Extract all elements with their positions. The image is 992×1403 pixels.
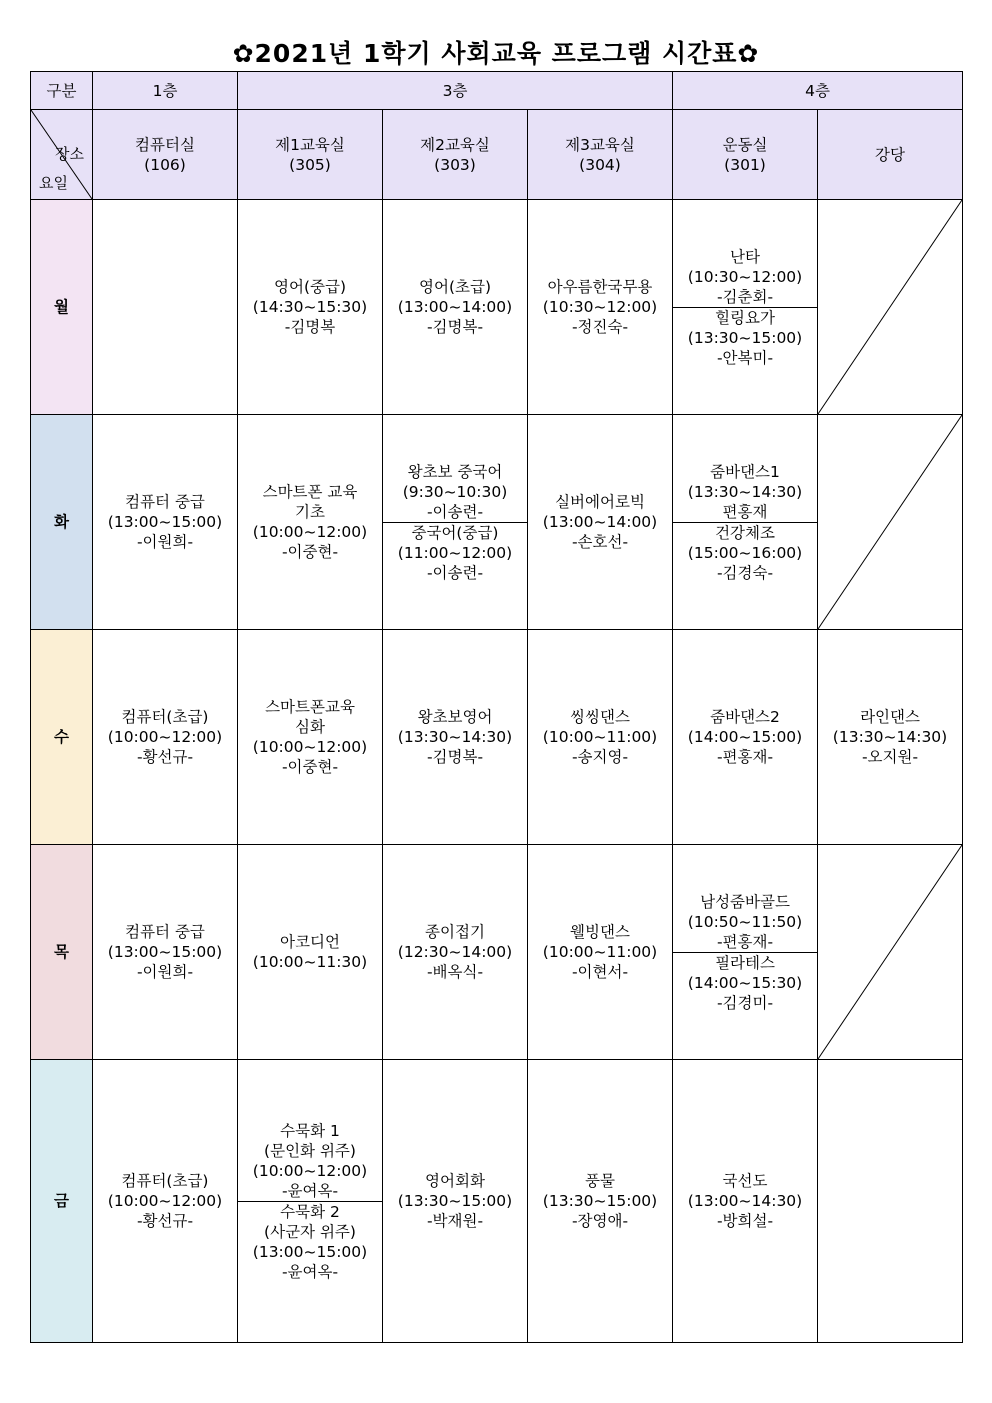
day-label-tue: 화 — [31, 415, 93, 630]
timetable — [30, 71, 963, 1343]
cell-line: -황선규- — [136, 748, 194, 766]
class-cell — [528, 630, 673, 845]
cell-line: (15:00~16:00) — [687, 543, 803, 562]
cell-line: -편홍재- — [716, 748, 774, 766]
cell-line: (13:30~14:30) — [832, 728, 948, 746]
cell-line: -이중현- — [281, 543, 339, 561]
class-cell — [238, 630, 383, 845]
class-cell — [528, 1060, 673, 1343]
cell-line: 기초 — [295, 503, 325, 521]
class-cell — [528, 200, 673, 415]
corner-day-label: 요일 — [39, 174, 68, 192]
cell-line: (13:30~15:00) — [687, 328, 803, 347]
cell-line: (14:00~15:30) — [687, 973, 803, 992]
cell-line: 힐링요가 — [715, 308, 775, 327]
day-label-thu: 목 — [31, 845, 93, 1060]
class-cell — [383, 845, 528, 1060]
room-header — [818, 110, 963, 200]
class-cell — [238, 1121, 382, 1202]
cell-line: (사군자 위주) — [264, 1222, 356, 1241]
class-cell — [673, 307, 817, 368]
day-row-mon — [31, 200, 963, 415]
cell-line: (301) — [724, 155, 766, 174]
room-header-row — [31, 110, 963, 200]
day-label-fri: 금 — [31, 1060, 93, 1343]
cell-line: (10:00~12:00) — [107, 1192, 223, 1210]
cell-line: (13:00~14:00) — [542, 513, 658, 531]
cell-line: -김명복- — [426, 318, 484, 336]
cell-line: (12:30~14:00) — [397, 943, 513, 961]
cell-line: 컴퓨터실 — [135, 135, 195, 154]
cell-line: (10:00~11:00) — [542, 728, 658, 746]
cell-line: -배옥식- — [426, 963, 484, 981]
cell-line: (13:00~15:00) — [107, 513, 223, 531]
floor-header-row — [31, 72, 963, 110]
cell-line: 왕초보 중국어 — [407, 462, 503, 481]
room-header — [93, 110, 238, 200]
cell-line: 컴퓨터 중급 — [125, 923, 205, 941]
cell-line: (10:00~12:00) — [252, 1161, 368, 1180]
class-cell — [383, 462, 527, 523]
cell-line: 웰빙댄스 — [570, 923, 630, 941]
cell-line: 줌바댄스1 — [710, 462, 780, 481]
class-cell — [93, 200, 238, 415]
cell-line: 컴퓨터(초급) — [121, 1172, 209, 1190]
cell-line: (10:00~11:00) — [542, 943, 658, 961]
class-cell — [238, 845, 383, 1060]
day-row-fri — [31, 1060, 963, 1343]
cell-line: (10:30~12:00) — [542, 298, 658, 316]
cell-line: 영어(초급) — [419, 278, 491, 296]
cell-line: (14:00~15:00) — [687, 728, 803, 746]
day-label-wed: 수 — [31, 630, 93, 845]
cell-line: -송지영- — [571, 748, 629, 766]
day-row-thu — [31, 845, 963, 1060]
cell-line: -편홍재- — [716, 932, 774, 951]
class-cell — [673, 952, 817, 1013]
class-cell — [238, 415, 383, 630]
class-cell — [383, 200, 528, 415]
cell-line: -이현서- — [571, 963, 629, 981]
cell-line: -박재원- — [426, 1212, 484, 1230]
cell-line: (11:00~12:00) — [397, 543, 513, 562]
class-cell — [383, 1060, 528, 1343]
cell-line: (10:00~11:30) — [252, 953, 368, 971]
cell-line: -김춘회- — [716, 287, 774, 306]
cell-line: (13:00~14:00) — [397, 298, 513, 316]
floor-4: 4층 — [673, 72, 963, 110]
cell-line: -이중현- — [281, 758, 339, 776]
cell-line: -이송련- — [426, 563, 484, 582]
cell-line: -김경미- — [716, 993, 774, 1012]
cell-line: (304) — [579, 155, 621, 174]
cell-line: 스마트폰교육 — [265, 698, 355, 716]
day-label-mon: 월 — [31, 200, 93, 415]
cell-line: -김명복 — [284, 318, 336, 336]
class-cell — [673, 247, 817, 308]
cell-line: (10:00~12:00) — [107, 728, 223, 746]
class-cell — [238, 200, 383, 415]
cell-line: (13:30~15:00) — [542, 1192, 658, 1210]
cell-line: -김명복- — [426, 748, 484, 766]
cell-line: 건강체조 — [715, 523, 775, 542]
cell-line: (13:00~15:00) — [107, 943, 223, 961]
cell-line: 중국어(중급) — [411, 523, 499, 542]
class-cell — [93, 1060, 238, 1343]
cell-line: -이송련- — [426, 502, 484, 521]
empty-cell-slashed — [818, 415, 963, 630]
cell-line: 수묵화 1 — [280, 1121, 340, 1140]
cell-line: -황선규- — [136, 1212, 194, 1230]
cell-line: 강당 — [875, 145, 905, 164]
cell-line: (305) — [289, 155, 331, 174]
cell-line: 수묵화 2 — [280, 1202, 340, 1221]
cell-line: 컴퓨터(초급) — [121, 708, 209, 726]
class-cell — [818, 630, 963, 845]
cell-line: -장영애- — [571, 1212, 629, 1230]
class-cell — [383, 630, 528, 845]
cell-line: 풍물 — [585, 1172, 615, 1190]
cell-line: 왕초보영어 — [417, 708, 493, 726]
floor-3: 3층 — [238, 72, 673, 110]
class-cell — [383, 522, 527, 583]
class-cell — [673, 522, 817, 583]
class-cell — [238, 1201, 382, 1282]
class-cell — [93, 630, 238, 845]
class-cell — [93, 845, 238, 1060]
split-cell — [673, 200, 818, 415]
cell-line: -이원희- — [136, 963, 194, 981]
cell-line: 남성줌바골드 — [700, 892, 790, 911]
cell-line: -윤여옥- — [281, 1181, 339, 1200]
category-label: 구분 — [31, 72, 93, 110]
cell-line: (9:30~10:30) — [402, 482, 508, 501]
room-header — [528, 110, 673, 200]
cell-line: (13:30~14:30) — [687, 482, 803, 501]
class-cell — [528, 415, 673, 630]
cell-line: 제2교육실 — [420, 135, 490, 154]
cell-line: 종이접기 — [425, 923, 485, 941]
cell-line: 심화 — [295, 718, 325, 736]
cell-line: (303) — [434, 155, 476, 174]
cell-line: 영어(중급) — [274, 278, 346, 296]
split-cell — [673, 845, 818, 1060]
page-title: ✿2021년 1학기 사회교육 프로그램 시간표✿ — [232, 39, 760, 68]
cell-line: 난타 — [730, 247, 760, 266]
cell-line: 아우름한국무용 — [547, 278, 653, 296]
cell-line: 편홍재 — [722, 502, 768, 521]
empty-cell-slashed — [818, 200, 963, 415]
corner-place-label: 장소 — [55, 145, 84, 163]
cell-line: 영어회화 — [425, 1172, 485, 1190]
day-row-tue — [31, 415, 963, 630]
room-header — [383, 110, 528, 200]
cell-line: 스마트폰 교육 — [262, 483, 358, 501]
split-cell — [673, 415, 818, 630]
cell-line: 아코디언 — [280, 933, 340, 951]
cell-line: -김경숙- — [716, 563, 774, 582]
cell-line: (10:00~12:00) — [252, 523, 368, 541]
corner-header — [31, 110, 93, 200]
class-cell — [673, 630, 818, 845]
split-cell — [383, 415, 528, 630]
cell-line: 라인댄스 — [860, 708, 920, 726]
cell-line: (문인화 위주) — [264, 1141, 356, 1160]
cell-line: (106) — [144, 155, 186, 174]
cell-line: 제3교육실 — [565, 135, 635, 154]
cell-line: 줌바댄스2 — [710, 708, 780, 726]
split-cell — [238, 1060, 383, 1343]
class-cell — [93, 415, 238, 630]
room-header — [238, 110, 383, 200]
cell-line: -방희설- — [716, 1212, 774, 1230]
cell-line: (10:00~12:00) — [252, 738, 368, 756]
cell-line: (14:30~15:30) — [252, 298, 368, 316]
cell-line: -윤여옥- — [281, 1262, 339, 1281]
class-cell — [673, 462, 817, 523]
cell-line: 제1교육실 — [275, 135, 345, 154]
empty-cell — [818, 1060, 963, 1343]
room-header — [673, 110, 818, 200]
cell-line: (13:30~14:30) — [397, 728, 513, 746]
cell-line: 필라테스 — [715, 953, 775, 972]
floor-1: 1층 — [93, 72, 238, 110]
class-cell — [673, 1060, 818, 1343]
cell-line: 국선도 — [722, 1172, 768, 1190]
cell-line: (13:00~14:30) — [687, 1192, 803, 1210]
cell-line: 실버에어로빅 — [555, 493, 645, 511]
cell-line: -오지원- — [861, 748, 919, 766]
cell-line: 씽씽댄스 — [570, 708, 630, 726]
cell-line: -안복미- — [716, 348, 774, 367]
empty-cell-slashed — [818, 845, 963, 1060]
class-cell — [528, 845, 673, 1060]
cell-line: (13:00~15:00) — [252, 1242, 368, 1261]
cell-line: (10:30~12:00) — [687, 267, 803, 286]
cell-line: -손호선- — [571, 533, 629, 551]
cell-line: 컴퓨터 중급 — [125, 493, 205, 511]
cell-line: 운동실 — [722, 135, 768, 154]
day-row-wed — [31, 630, 963, 845]
cell-line: -정진숙- — [571, 318, 629, 336]
cell-line: (13:30~15:00) — [397, 1192, 513, 1210]
cell-line: (10:50~11:50) — [687, 912, 803, 931]
cell-line: -이원희- — [136, 533, 194, 551]
class-cell — [673, 892, 817, 953]
